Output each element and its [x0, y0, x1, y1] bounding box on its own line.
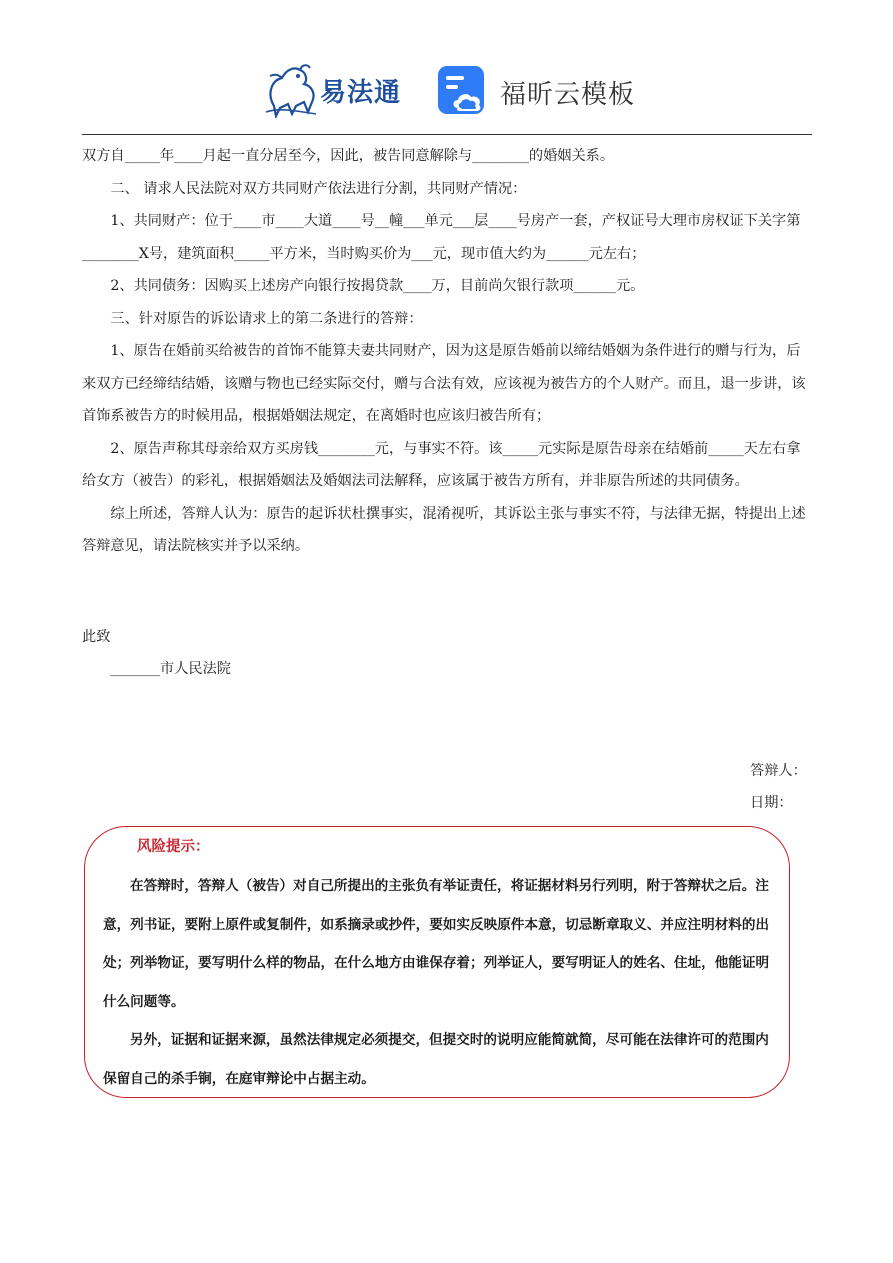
risk-notice-box — [84, 826, 790, 1098]
section-two-heading: 二、 请求人民法院对双方共同财产依法进行分割，共同财产情况： — [110, 180, 527, 197]
qilin-horse-icon — [262, 62, 322, 118]
conclusion-paragraph: 综上所述，答辩人认为：原告的起诉状杜撰事实，混淆视听，其诉讼主张与事实不符，与法律无据，特提出上述答辩意见，请法院核实并予以采纳。 — [82, 505, 806, 554]
yifatong-logo — [262, 62, 422, 118]
page-header — [0, 58, 893, 124]
date-label: 日期： — [750, 795, 793, 811]
brand-right-name: 福昕云模板 — [500, 80, 636, 110]
jewelry-paragraph: 1、原告在婚前买给被告的首饰不能算夫妻共同财产，因为这是原告婚前以缔结婚姻为条件进行的赠与行为，后来双方已经缔结结婚，该赠与物也已经实际交付，赠与合法有效，应该视为被告方的个人财产。而且，退一步讲，该首饰系被告方的时候用品，根据婚姻法规定，在离婚时也应该归被告所有； — [82, 343, 806, 424]
common-debt-paragraph: 2、共同债务：因购买上述房产向银行按揭贷款____万，目前尚欠银行款项______元。 — [110, 278, 645, 294]
document-cloud-icon — [436, 64, 488, 116]
body-line-1: 双方自_____年____月起一直分居至今，因此，被告同意解除与________的婚姻关系。 — [82, 148, 615, 164]
risk-paragraph-2: 另外，证据和证据来源，虽然法律规定必须提交，但提交时的说明应能简就简，尽可能在法律许可的范围内保留自己的杀手锏，在庭审辩论中占据主动。 — [103, 1032, 769, 1087]
house-money-paragraph: 2、原告声称其母亲给双方买房钱________元，与事实不符。该_____元实际是原告母亲在结婚前_____天左右拿给女方（被告）的彩礼，根据婚姻法及婚姻法司法解释，应该属于被告方所有，并非原告所述的共同债务。 — [82, 440, 801, 489]
respondent-label: 答辩人： — [750, 763, 807, 779]
common-property-paragraph: 1、共同财产：位于____市____大道____号__幢___单元___层____号房产一套，产权证号大理市房权证下关字第________X号，建筑面积_____平方米，当时购买价为___元，现市值大约为______元左右； — [82, 213, 801, 262]
risk-paragraph-1: 在答辩时，答辩人（被告）对自己所提出的主张负有举证责任，将证据材料另行列明，附于答辩状之后。注意，列书证，要附上原件或复制件，如系摘录或抄件，要如实反映原件本意，切忌断章取义、并应注明材料的出处；列举物证，要写明什么样的物品，在什么地方由谁保存着；列举证人，要写明证人的姓名、住址，他能证明什么问题等。 — [103, 878, 770, 1010]
section-three-heading: 三、针对原告的诉讼请求上的第二条进行的答辩： — [110, 310, 423, 327]
risk-notice-text — [103, 867, 775, 1098]
foxit-template-logo — [436, 64, 636, 118]
court-name: _______市人民法院 — [110, 661, 231, 677]
document-body — [82, 140, 812, 686]
risk-notice-title: 风险提示： — [137, 839, 210, 855]
header-divider — [82, 134, 812, 135]
brand-left-name: 易法通 — [320, 78, 402, 108]
salutation: 此致 — [82, 628, 111, 645]
